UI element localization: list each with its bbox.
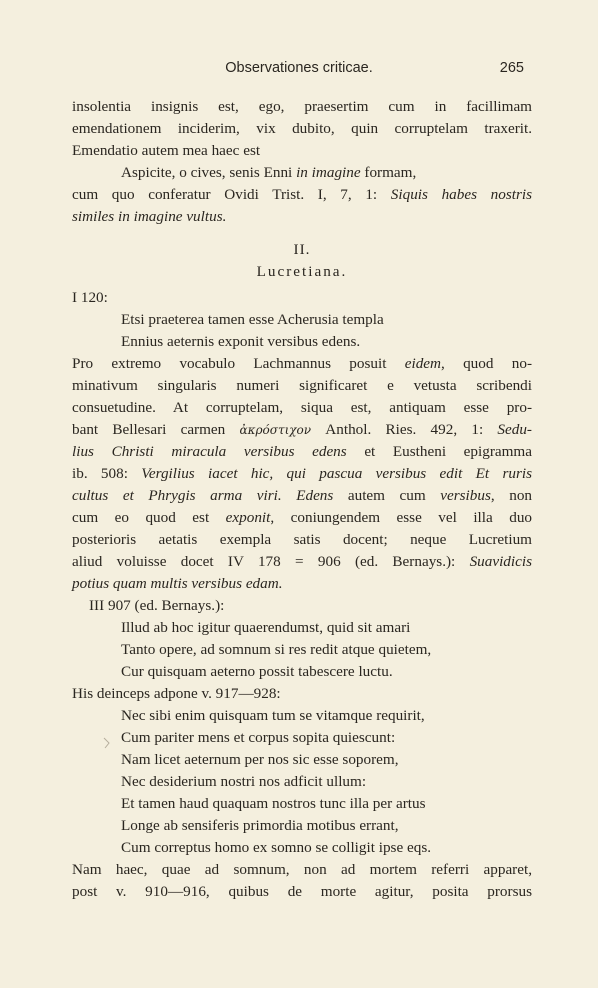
text-line: insolentia insignis est, ego, praesertim cum in facillimam	[72, 98, 532, 115]
page-number: 265	[499, 60, 524, 76]
verse-line: Cum correptus homo ex somno se colligit ipse eqs.	[121, 839, 432, 856]
text-span: ib. 508:	[72, 465, 142, 482]
text-line: post v. 910—916, quibus de morte agitur, posita prorsus	[72, 883, 532, 900]
text-span: autem cum	[333, 487, 441, 504]
verse-line: Cur quisquam aeterno possit tabescere luctu.	[121, 663, 393, 680]
text-line: minativum singularis numeri significaret e vetusta scribendi	[72, 377, 532, 394]
text-line: consuetudine. At corruptelam, siqua est, antiquam esse pro-	[72, 399, 532, 416]
italic-span: Siquis habes nostris	[390, 186, 533, 203]
italic-span: Suavidicis	[469, 553, 532, 570]
text-line: Emendatio autem mea haec est	[72, 142, 261, 159]
text-span: cum quo conferatur Ovidi Trist. I, 7, 1:	[72, 186, 391, 203]
italic-span: lius Christi miracula versibus edens	[72, 443, 347, 460]
text-span: aliud voluisse docet IV 178 = 906 (ed. Bernays.):	[72, 553, 470, 570]
verse-line: Longe ab sensiferis primordia motibus errant,	[121, 817, 399, 834]
text-span: cum eo quod est	[72, 509, 226, 526]
text-line	[72, 184, 532, 206]
text-line	[72, 419, 532, 441]
citation-line: III 907 (ed. Bernays.):	[89, 597, 225, 614]
running-header	[70, 58, 528, 82]
text-line	[72, 353, 532, 375]
italic-span: Sedu-	[497, 421, 532, 438]
text-line: similes in imagine vultus.	[72, 208, 227, 225]
text-line	[72, 551, 532, 573]
verse-line: Nec sibi enim quisquam tum se vitamque requirit,	[121, 707, 425, 724]
paper-blemish	[103, 737, 111, 753]
verse-line: Cum pariter mens et corpus sopita quiescunt:	[121, 729, 396, 746]
text-line	[72, 485, 532, 507]
text-span: Pro extremo vocabulo Lachmannus posuit	[72, 355, 405, 372]
verse-line: Ennius aeternis exponit versibus edens.	[121, 333, 361, 350]
italic-span: Vergilius iacet hic, qui pascua versibus edit Et ruris	[141, 465, 532, 482]
text-line: emendationem inciderim, vix dubito, quin corruptelam traxerit.	[72, 120, 532, 137]
header-title: Observationes criticae.	[225, 60, 373, 76]
verse-line: Nec desiderium nostri nos adficit ullum:	[121, 773, 367, 790]
text-line	[72, 507, 532, 529]
text-span: , coniungendem esse vel illa duo	[270, 509, 533, 526]
text-span: , quod no-	[441, 355, 533, 372]
verse-line: Nam licet aeternum per nos sic esse soporem,	[121, 751, 399, 768]
text-line	[72, 441, 532, 463]
section-title: Lucretiana.	[256, 263, 348, 280]
italic-phrase: in imagine	[296, 164, 361, 181]
text-line	[72, 463, 532, 485]
italic-span: versibus	[440, 487, 491, 504]
verse-line: Tanto opere, ad somnum si res redit atque quietem,	[121, 641, 432, 658]
body-text	[72, 96, 532, 903]
text-line: posterioris aetatis exempla satis docent; neque Lucretium	[72, 531, 532, 548]
greek-word: ἀκρόστιχον	[239, 423, 312, 437]
italic-span: eidem	[404, 355, 441, 372]
text-span: , non	[490, 487, 533, 504]
verse-line: Et tamen haud quaquam nostros tunc illa per artus	[121, 795, 426, 812]
text-span: et Eustheni epigramma	[346, 443, 532, 460]
section-number: II.	[293, 241, 311, 258]
verse-line: Aspicite, o cives, senis Enni in imagine formam,	[121, 164, 417, 181]
text-span: Anthol. Ries. 492, 1:	[311, 421, 498, 438]
italic-span: cultus et Phrygis arma viri. Edens	[72, 487, 334, 504]
verse-line: Illud ab hoc igitur quaerendumst, quid sit amari	[121, 619, 411, 636]
text-line: His deinceps adpone v. 917—928:	[72, 685, 281, 702]
verse-line: Etsi praeterea tamen esse Acherusia templa	[121, 311, 384, 328]
text-line: potius quam multis versibus edam.	[72, 575, 283, 592]
text-span: bant Bellesari carmen	[72, 421, 240, 438]
citation-line: I 120:	[72, 289, 108, 306]
text-line: Nam haec, quae ad somnum, non ad mortem referri apparet,	[72, 861, 532, 878]
italic-span: exponit	[225, 509, 271, 526]
